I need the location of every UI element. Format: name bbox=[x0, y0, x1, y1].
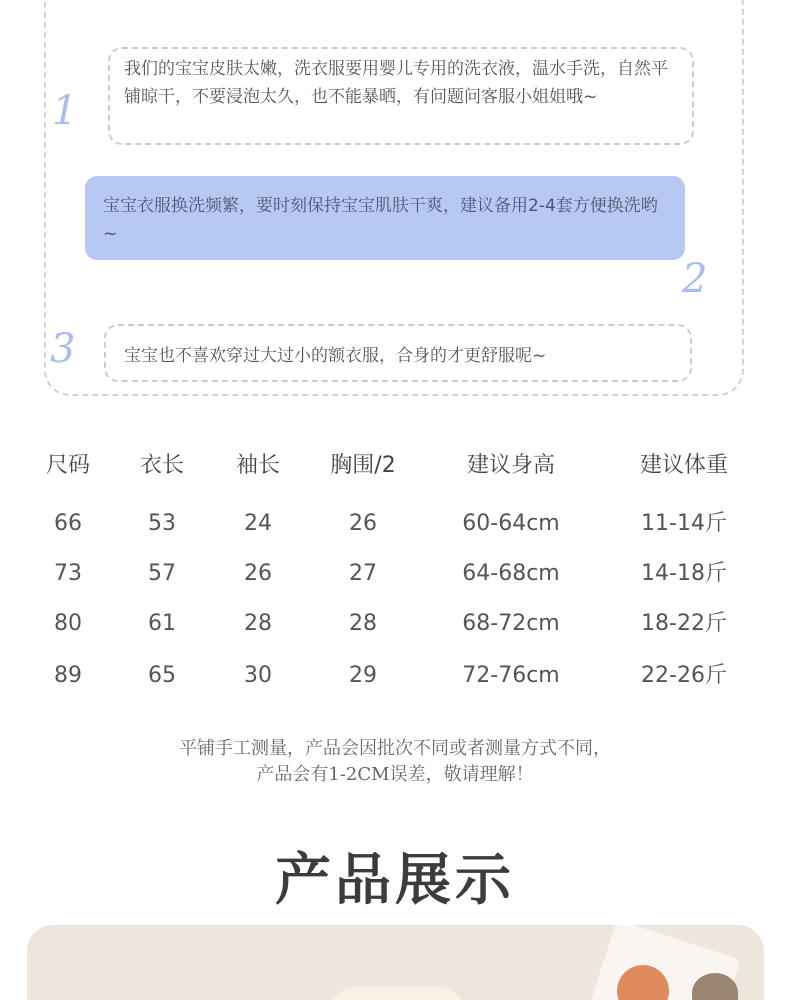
table-row bbox=[0, 604, 790, 644]
table-cell: 14-18斤 bbox=[641, 561, 727, 586]
table-cell: 11-14斤 bbox=[641, 511, 727, 536]
table-cell: 29 bbox=[349, 663, 377, 688]
table-cell: 57 bbox=[148, 561, 176, 586]
table-cell: 26 bbox=[349, 511, 377, 536]
table-header-cell: 建议身高 bbox=[466, 453, 555, 478]
table-header-cell: 袖长 bbox=[235, 453, 280, 478]
tip-text-2: 宝宝衣服换洗频繁，要时刻保持宝宝肌肤干爽，建议备用2-4套方便换洗哟~ bbox=[103, 196, 658, 244]
tip-bubble-3 bbox=[104, 324, 692, 382]
tip-text-1: 我们的宝宝皮肤太嫩，洗衣服要用婴儿专用的洗衣液，温水手洗，自然平铺晾干，不要浸泡太久，也不能暴晒，有问题问客服小姐姐哦~ bbox=[124, 59, 668, 107]
tip-bubble-2 bbox=[85, 176, 685, 260]
table-row bbox=[0, 554, 790, 594]
section-title: 产品展示 bbox=[275, 848, 515, 913]
note-line-2: 产品会有1-2CM误差，敬请理解！ bbox=[256, 764, 534, 785]
tip-number-1: 1 bbox=[52, 88, 78, 134]
table-cell: 24 bbox=[244, 511, 272, 536]
table-row bbox=[0, 656, 790, 696]
table-cell: 28 bbox=[349, 611, 377, 636]
table-header-cell: 建议体重 bbox=[639, 453, 728, 478]
table-cell: 28 bbox=[244, 611, 272, 636]
table-cell: 18-22斤 bbox=[641, 611, 727, 636]
table-cell: 64-68cm bbox=[462, 561, 560, 586]
table-header-row bbox=[0, 446, 790, 486]
table-header-cell: 衣长 bbox=[139, 453, 184, 478]
measurement-note bbox=[0, 736, 790, 788]
tip-bubble-1 bbox=[108, 47, 694, 145]
garment-image bbox=[327, 987, 467, 1000]
tip-number-3: 3 bbox=[50, 326, 76, 372]
table-cell: 53 bbox=[148, 511, 176, 536]
product-photo bbox=[27, 925, 764, 1000]
table-cell: 72-76cm bbox=[462, 663, 560, 688]
table-cell: 65 bbox=[148, 663, 176, 688]
table-header-cell: 尺码 bbox=[45, 453, 90, 478]
table-cell: 30 bbox=[244, 663, 272, 688]
table-row bbox=[0, 504, 790, 544]
table-cell: 73 bbox=[54, 561, 82, 586]
table-cell: 89 bbox=[54, 663, 82, 688]
table-cell: 68-72cm bbox=[462, 611, 560, 636]
table-cell: 22-26斤 bbox=[641, 663, 727, 688]
tip-number-2: 2 bbox=[682, 256, 708, 302]
table-cell: 60-64cm bbox=[462, 511, 560, 536]
note-line-1: 平铺手工测量，产品会因批次不同或者测量方式不同， bbox=[179, 738, 611, 759]
tip-text-3: 宝宝也不喜欢穿过大过小的额衣服，合身的才更舒服呢~ bbox=[124, 346, 547, 366]
table-cell: 61 bbox=[148, 611, 176, 636]
table-cell: 80 bbox=[54, 611, 82, 636]
table-cell: 26 bbox=[244, 561, 272, 586]
table-cell: 66 bbox=[54, 511, 82, 536]
table-cell: 27 bbox=[349, 561, 377, 586]
table-header-cell: 胸围/2 bbox=[330, 453, 396, 478]
